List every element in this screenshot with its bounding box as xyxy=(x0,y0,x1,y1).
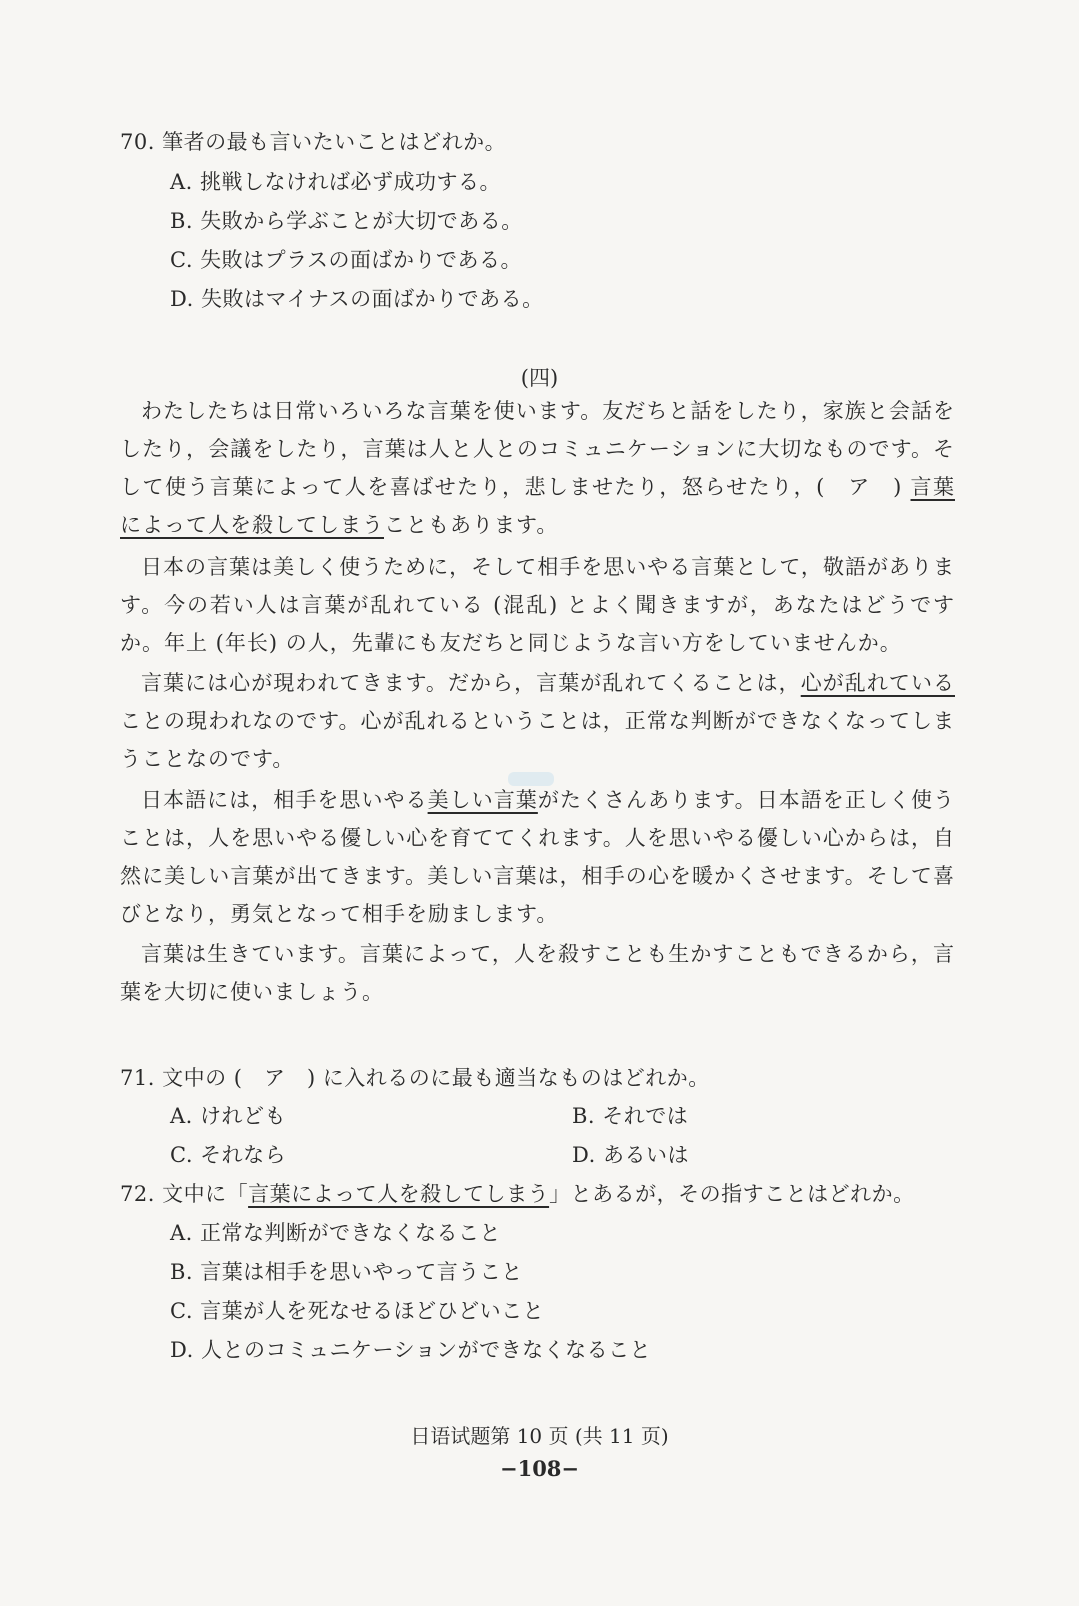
question-70-option-d: D. 失敗はマイナスの面ばかりである。 xyxy=(170,287,544,311)
question-70-stem: 70. 筆者の最も言いたいことはどれか。 xyxy=(120,130,507,154)
passage-p1-text-a: わたしたちは日常いろいろな言葉を使います。友だちと話をしたり，家族と会話をしたり，会議をしたり，言葉は人と人とのコミュニケーションに大切なものです。そして使う言葉によって人を喜ばせたり，悲しませたり，怒らせたり，( ア ) xyxy=(120,399,955,499)
question-72-underlined-phrase: 言葉によって人を殺してしまう xyxy=(248,1182,550,1206)
passage-p4-text-b: がたくさんあります。日本語を正しく使うことは，人を思いやる優しい心を育ててくれます。人を思いやる優しい心からは，自然に美しい言葉が出てきます。美しい言葉は，相手の心を暖かくさせます。そして喜びとなり，勇気となって相手を励まします。 xyxy=(120,788,955,926)
passage-underlined-phrase-2: 心が乱れている xyxy=(800,671,955,695)
section-title: (四) xyxy=(520,366,559,390)
passage-p4-text-a: 日本語には，相手を思いやる xyxy=(141,788,428,812)
question-72-stem-b: 」とあるが，その指すことはどれか。 xyxy=(549,1182,915,1206)
passage-paragraph-5: 言葉は生きています。言葉によって，人を殺すことも生かすこともできるから，言葉を大切に使いましょう。 xyxy=(120,942,955,1004)
question-72-stem xyxy=(120,1178,915,1208)
question-70-option-a: A. 挑戦しなければ必ず成功する。 xyxy=(170,170,502,194)
passage-p1-text-b: こともあります。 xyxy=(384,513,559,537)
question-71-option-a: A. けれども xyxy=(170,1104,287,1128)
footer-page-number: −108− xyxy=(499,1456,580,1481)
question-71-option-c: C. それなら xyxy=(170,1143,287,1167)
passage-paragraph-1 xyxy=(120,392,955,544)
question-72-option-b: B. 言葉は相手を思いやって言うこと xyxy=(170,1260,523,1284)
passage-paragraph-2: 日本の言葉は美しく使うために，そして相手を思いやる言葉として，敬語があります。今の若い人は言葉が乱れている (混乱) とよく聞きますが，あなたはどうですか。年上 (年长) の人，先輩にも友だちと同じような言い方をしていませんか。 xyxy=(120,555,955,655)
question-72-option-d: D. 人とのコミュニケーションができなくなること xyxy=(170,1338,652,1362)
passage-underlined-phrase-3: 美しい言葉 xyxy=(427,788,538,812)
question-70-option-c: C. 失敗はプラスの面ばかりである。 xyxy=(170,248,523,272)
passage-p3-text-a: 言葉には心が現われてきます。だから，言葉が乱れてくることは， xyxy=(141,671,801,695)
passage-paragraph-4 xyxy=(120,781,955,933)
question-70-option-b: B. 失敗から学ぶことが大切である。 xyxy=(170,209,523,233)
question-72-stem-a: 72. 文中に「 xyxy=(120,1182,249,1206)
question-72-option-c: C. 言葉が人を死なせるほどひどいこと xyxy=(170,1299,545,1323)
question-72-option-a: A. 正常な判断ができなくなること xyxy=(170,1221,502,1245)
question-71-option-b: B. それでは xyxy=(572,1104,689,1128)
passage-paragraph-3 xyxy=(120,664,955,778)
passage-underlined-phrase-1: 言葉によって人を殺してしまう xyxy=(120,475,955,537)
question-71-stem: 71. 文中の ( ア ) に入れるのに最も適当なものはどれか。 xyxy=(120,1066,710,1090)
passage-p3-text-b: ことの現われなのです。心が乱れるということは，正常な判断ができなくなってしまうことなのです。 xyxy=(120,709,955,771)
footer-page-info: 日语试题第 10 页 (共 11 页) xyxy=(410,1424,669,1448)
question-71-option-d: D. あるいは xyxy=(572,1143,689,1167)
